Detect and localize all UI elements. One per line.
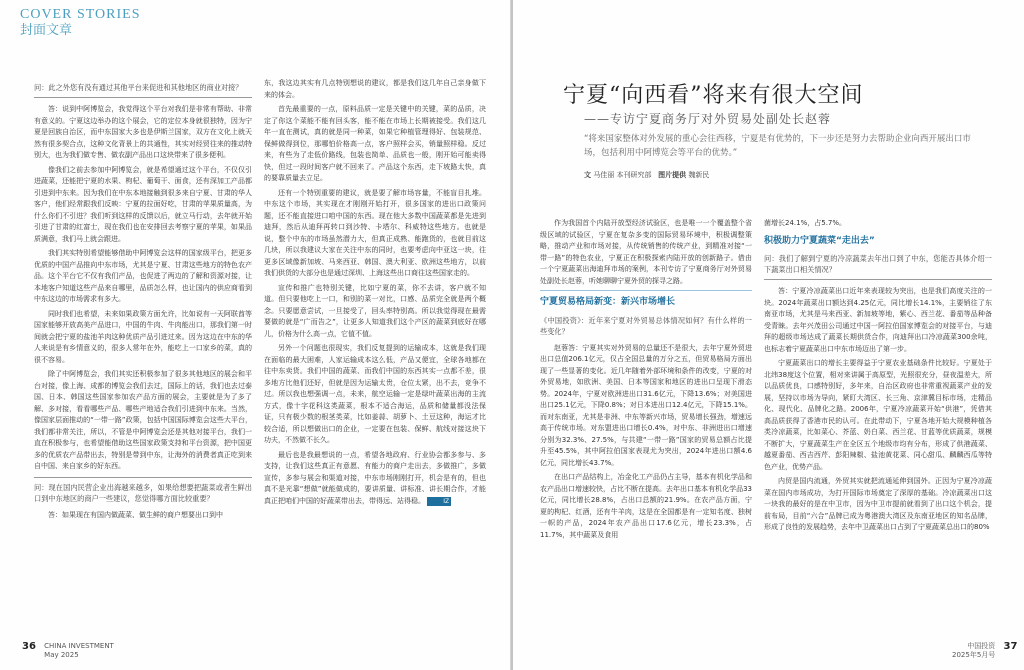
page-number: 37 xyxy=(1003,641,1018,652)
paragraph: 菌增长24.1%，占5.7%。 xyxy=(764,219,847,227)
section-tag-zh: 封面文章 xyxy=(20,23,73,38)
byline-text-label: 文 xyxy=(584,171,591,179)
paragraph: 宁夏蔬菜出口的增长主要得益于宁夏农业基础条件比较好。宁夏处于北纬38度这个位置，相对来讲属于高原型，光照很充分，昼夜温差大，所以品质优良，口感特别好，多年来，自治区政府也非常重视蔬菜产业的发展，坚持以市场为导向，紧盯大湾区、长三角、京津冀目标市场，走精品化、现代化、品牌化之路。2006年，宁夏冷凉蔬菜开始“供港”，凭借其高品质获得了香港市民的认可。在此带动下，宁夏各地开始大规模种植各类冷凉蔬菜，比如菜心、芥蓝、奶白菜、西兰花、甘蓝等优质蔬菜，规模不断扩大，宁夏蔬菜生产在全区五个地级市均有分布，形成了供港蔬菜、越夏番茄、西吉西芹、彭阳辣椒、盐池黄花菜、同心甜瓜、麟麟西瓜等特色产业，优势产品。 xyxy=(764,359,992,471)
paragraph: 同时我们也希望，未来如果政策方面允许，比如说有一天阿联酋等国家能够开放高美产品进口，中国的牛肉、牛肉能出口，那我们第一时间就会把宁夏的盐池羊肉这种优质产品引进过来。因为这边在中东的华人来说是有乡情意义的，很多人常年在外，能吃上一口家乡的菜，真的很不容易。 xyxy=(34,309,252,364)
question-text: 问：现在国内民营企业出海越来越多，如果给想要把蔬菜或者生鲜出口到中东地区的商户一些建议，您觉得哪方面比较重要？ xyxy=(34,482,252,503)
paragraph: 我们其实特别希望能够借助中阿博览会这样的国家级平台，把更多优质的中国产品推向中东市场，尤其是宁夏、甘肃这些地方的特色农产品。这个平台它不仅有我们产品，也促进了两边的了解和资源对接，让本地客户知道这些产品来自哪里，品质怎么样，也让国内的供应商看到中东这边的市场需求有多大。 xyxy=(34,249,252,303)
magazine-name: 中国投资 xyxy=(967,642,996,650)
page-number: 36 xyxy=(22,641,36,652)
question-text: 问：此之外您有没有通过其他平台来促进和其他地区的商业对接？ xyxy=(34,83,243,92)
intro-paragraph: 作为我国首个内陆开放型经济试验区，也是唯一一个覆盖整个省级区域的试验区，宁夏在复杂多变的国际贸易环境中，积极调整策略，推动产业和市场对接，从传统销售的传统产业，到精准对接“一带一路”的特色农业，宁夏正在积极探索内陆开放的创新路子。借由一个宁夏蔬菜出海迪拜市场的案例，本刊专访了宁夏商务厅对外贸易处副处长赵蓉，听她聊聊宁夏外贸的探寻之路。 xyxy=(540,219,752,285)
magazine-name: CHINA INVESTMENT xyxy=(44,642,114,650)
article-subtitle: ——专访宁夏商务厅对外贸易处副处长赵蓉 xyxy=(584,112,832,126)
end-mark-icon: IZ xyxy=(427,497,451,506)
left-page xyxy=(0,0,511,670)
paragraph: 像我们之前去参加中阿博览会，就是希望通过这个平台，不仅仅引进蔬菜，还能把宁夏的水果、枸杞、葡萄干、面食，还有深加工产品都引进到中东来。因为我们在中东本地接触到很多来自宁夏、甘肃的华人客户，他们经常跟我们反映：宁夏的拉面好吃，甘肃的苹果质量高，为什么你们不引进？我们听到这样的反馈以后，就立马行动，去年就开始引进了甘肃的红富士，现在我们也在安排回去考察宁夏的苹果，如果品质满意，我们马上就会跟进。 xyxy=(34,165,252,243)
right-col-2 xyxy=(764,218,992,648)
article-deck: “将来国家整体对外发展的重心会往西移，宁夏是有优势的，下一步还是努力去帮助企业向西开展出口市场，包括利用中阿博览会等平台的优势。” xyxy=(584,134,971,158)
byline-author: 马佳丽 本刊研究部 xyxy=(593,171,652,179)
byline-photo-label: 图片提供 xyxy=(658,171,687,179)
paragraph: 另外一个问题也很现实，我们反复提到的运输成本，这就是我们现在面临的最大困难，人家运输成本这么低，产品又便宜，全球各地都在往中东卖货。我们中国的蔬菜、而我们中国的东西其实一点都不差，很多地方比他们还好，但就是因为运输太贵，仓位太紧，出不去，竞争不过。所以我也想强调一点，未来，航空运输一定是绿叶蔬菜出海的主流方式，像十字花科这类蔬菜，根本不适合海运，品质和储量都没法保证，只有极少数的根茎类菜，比如姜蒜、胡萝卜、土豆这种，海运才比较合适，所以想做出口的企业，一定要在包装、保鲜、航线对接这块下功夫，不然做不长久。 xyxy=(264,344,486,444)
paragraph-text: 最后也是我最想说的一点，希望各地政府、行业协会都多参与、多支持，让我们这些真正有意愿、有能力的商户走出去，多做推广，多做宣传，多参与展会和渠道对接，中东市场刚刚打开，机会是有的，但也真不是光靠“想做”就能做成的，要讲质量、讲标准、讲长期合作，才能真正把咱们中国的好蔬菜带出去，带得远、站得稳。 xyxy=(264,450,486,505)
paragraph: 答：说到中阿博览会，我觉得这个平台对我们是非常有帮助、非常有意义的。宁夏这边举办的这个展会，它的定位本身就很独特，因为宁夏是回族自治区，而中东国家大多也是伊斯兰国家，双方在文化上就天然有很多契合点，这种文化背景上的共通性，其实对经贸往来的推动特别大，也为我们做专售、做农副产品出口这块带来了很多便利。 xyxy=(34,105,252,159)
divider xyxy=(764,279,992,280)
divider xyxy=(34,97,252,98)
left-col-2 xyxy=(264,78,486,648)
left-footer xyxy=(22,642,114,660)
paragraph: 宣传和推广也特别关键，比如宁夏的菜，你不去讲，客户就不知道。但只要他吃上一口，和别的菜一对比，口感、品质完全就是两个概念。只要愿意尝试，一旦接受了，回头率特别高。所以我觉得现在最需要做的就是“广而告之”，让更多人知道我们这个产区的蔬菜到底好在哪儿，价格为什么高一点，它值不值。 xyxy=(264,283,486,338)
issue-date: 2025年5月号 xyxy=(952,651,996,659)
question-text: 《中国投资》：近年来宁夏对外贸易总体情况如何？有什么样的一些变化？ xyxy=(540,315,752,336)
paragraph xyxy=(264,450,486,508)
paragraph: 还有一个特别重要的建议，就是要了解市场容量，不能盲目扎堆。中东这个市场，其实现在才刚刚开始打开，很多国家的进出口政策问题，还不能直接进口咱中国的东西。现在他大多数中国蔬菜都是先进到迪拜，然后从迪拜再转口到沙特、卡塔尔、科威特这些地方。也就是说，整个中东的市场虽然潜力大，但真正成熟、能跑货的，也就目前这几块，所以我建议大家在关注中东的同时，也要考虑向中亚这一块，往更多区域像新加坡、马来西亚、韩国、澳大利亚、欧洲这些地方，以前我们供货的大部分也是通过深圳、上海这些出口商往这些国家走的。 xyxy=(264,188,486,277)
paragraph: 答：宁夏冷凉蔬菜出口近年来表现较为突出，也是我们高度关注的一块。2024年蔬菜出口额达到4.25亿元，同比增长14.1%，主要销往了东南亚市场，尤其是马来西亚、新加坡等地，紫心、西兰花、番茄等品种备受青睐。去年兴茂田公司通过中国一阿拉伯国家博览会的对接平台，与迪拜的超级市场达成了蔬菜长期供货合作，向迪拜出口冷凉蔬菜300余吨，也标志着宁夏蔬菜出口中东市场迈出了第一步。 xyxy=(764,287,992,353)
article-title: 宁夏“向西看”将来有很大空间 xyxy=(563,83,864,108)
paragraph: 除了中阿博览会，我们其实还积极参加了很多其他地区的展会和平台对接，像上海、成都的博览会我们去过，国际上的话，我们也去过泰国、日本、韩国这些国家参加农产品方面的展会，主要就是为了多了解、多对接，看看哪些产品、哪些产地适合我们引进到中东来。当然，像国家层面推动的“一带一路”政策，包括中国国际博览会这些大平台，我们都非常关注，所以，不管是中阿博览会还是其他对接平台，我们一直在积极参与，也希望能借助这些国家政策支持和平台资源，把中国更多的优质农产品带出去，特别是带到中东，让海外的消费者真正吃到来自中国、来自家乡的好东西。 xyxy=(34,370,252,470)
interview-question xyxy=(540,315,752,337)
left-col-1 xyxy=(34,78,252,648)
paragraph: 赵蓉答：宁夏其实对外贸易的总量还不是很大，去年宁夏外贸进出口总值206.1亿元，仅占全国总量的万分之五，但贸易格局方面出现了一些显著的变化。近几年随着外部环境和条件的改变，宁夏的对外贸易地，如欧洲、美国、日本等国家和地区的进出口呈现下滑态势。2024年，宁夏对欧洲进出口31.6亿元，下降13.6%；对美国进出口25.1亿元，下降0.8%；对日本进出口12.4亿元，下降15.1%。而对东南亚，尤其是非洲、中东等新兴市场，贸易增长强劲，增速远高于传统市场。对东盟进出口增长0.4%，对中东、非洲进出口增速分别为32.3%、27.5%，与共建“一带一路”国家的贸易总额占比提升至45.5%，其中阿拉伯国家表现尤为突出，2024年进出口额4.6亿元，同比增长43.7%。 xyxy=(540,343,752,467)
paragraph: 答：如果现在有国内做蔬菜、做生鲜的商户想要出口到中 xyxy=(48,510,223,519)
section-tag xyxy=(20,8,140,37)
paragraph: 内贸是国内流通，外贸其实就把流通延伸到国外。正因为宁夏冷凉蔬菜在国内市场成功，为打开国际市场奠定了深厚的基础。冷凉蔬菜出口这一块我的最好的是在中卫市，因为中卫市提前就看到了出口这个机会，提前布局，目前“六合”品牌已成为粤港澳大湾区及东南亚地区的知名品牌，形成了良性的发展趋势，去年中卫蔬菜出口占到了宁夏蔬菜总出口的80% xyxy=(764,477,992,531)
interview-question xyxy=(764,253,992,280)
section-tag-en: COVER STORIES xyxy=(20,7,141,22)
byline-photographer: 魏新民 xyxy=(688,171,710,179)
interview-question xyxy=(34,82,252,98)
interview-question xyxy=(34,477,252,504)
question-text: 问：我们了解到宁夏的冷凉蔬菜去年出口到了中东，您能否具体介绍一下蔬菜出口相关情况？ xyxy=(764,254,992,274)
paragraph: 东，我这边其实有几点特别想说的建议，都是我们这几年自己亲身做下来的体会。 xyxy=(264,79,486,99)
issue-date: May 2025 xyxy=(44,651,79,659)
right-footer xyxy=(952,642,1017,660)
divider xyxy=(540,290,752,291)
paragraph: 在出口产品结构上，冶金化工产品仍占主导，基本有机化学品和农产品出口增速较快，占比不断在提高。去年出口基本有机化学品33亿元，同比增长28.8%，占出口总额的21.9%。在农产品方面，宁夏的枸杞、红酒，还有牛羊肉，这是在全国都是有一定知名度、独树一帜的产品，2024年农产品出口17.6亿元，增长23.3%，占11.7%，其中蔬菜及食用 xyxy=(540,473,752,539)
divider xyxy=(34,477,252,478)
section-heading: 积极助力宁夏蔬菜“走出去” xyxy=(764,235,875,246)
right-col-1 xyxy=(540,218,752,648)
section-heading: 宁夏贸易格局新变：新兴市场增长 xyxy=(540,297,676,307)
byline xyxy=(584,170,709,180)
paragraph: 首先最重要的一点，原料品质一定是关键中的关键，菜的品质，决定了你这个菜能不能有回头客，能不能在市场上长期被接受。我们这几年一直在测试，真的就是同一种菜，如果它种植管理得好、包装规范、保鲜做得到位，那哪怕价格高一点，客户照样会买，销量照样稳。反过来，有些为了走低价路线，包装也简单、品质也一般，刚开始可能卖得快，但过一段时间客户就不回来了。产品这个东西，走下坡路太快，真的要靠质量去立足。 xyxy=(264,105,486,182)
